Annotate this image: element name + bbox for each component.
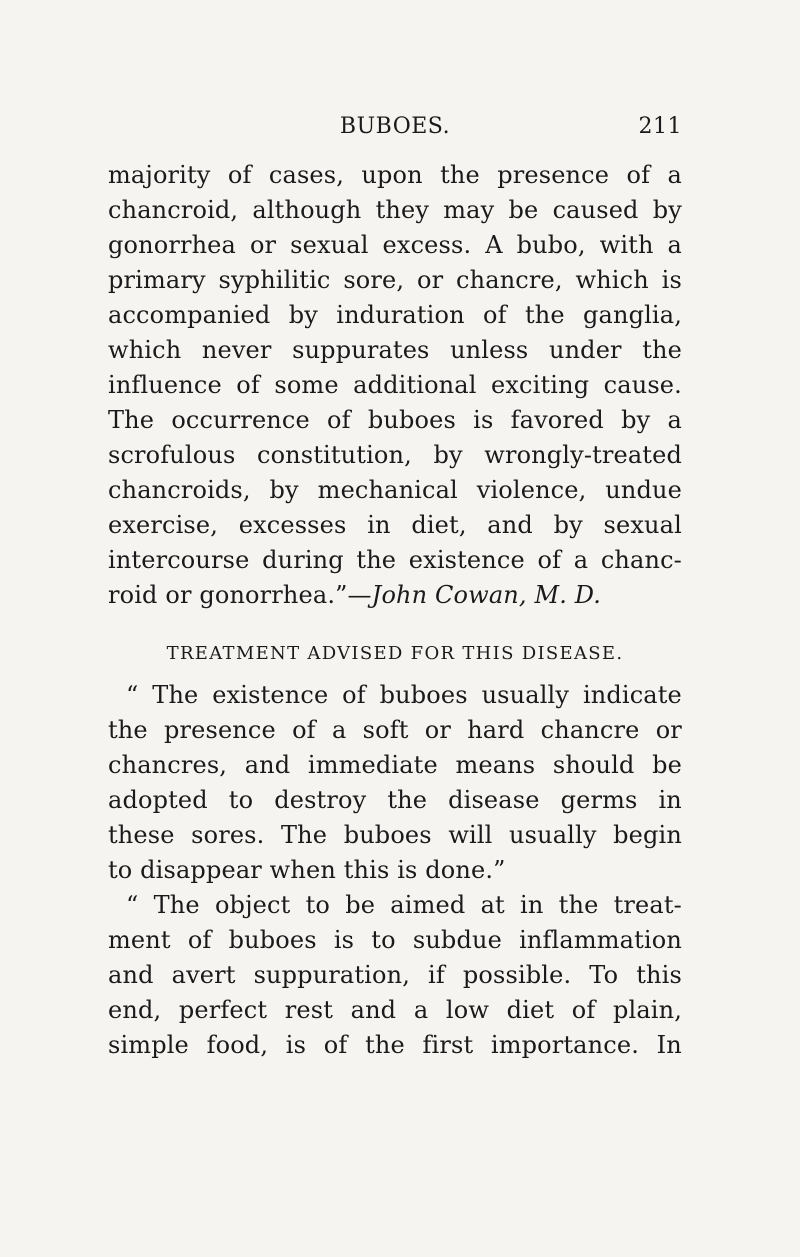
text-line [108,543,682,578]
text-line [108,333,682,368]
word: low [445,996,490,1024]
word: during [262,546,344,574]
word: the [558,891,599,919]
word: avert [171,961,236,989]
word: cause. [603,371,682,399]
word: buboes [379,681,468,709]
word: perfect [178,996,268,1024]
word: is [473,406,494,434]
word: the [356,546,397,574]
word: immediate [307,751,438,779]
text-line [108,748,682,783]
word: exciting [491,371,590,399]
word: inflammation [519,926,682,954]
word: is [661,266,682,294]
word: favored [510,406,604,434]
text-line [108,713,682,748]
word: additional [353,371,477,399]
word: bubo, [516,231,586,259]
word: a [667,161,682,189]
word: should [552,751,635,779]
word: and [350,996,397,1024]
word: A [485,231,503,259]
word: sores. [191,821,265,849]
word: suppurates [292,336,430,364]
word: or [424,716,451,744]
word: means [455,751,536,779]
word: sexual [603,511,682,539]
text-line [108,368,682,403]
word: excess. [382,231,472,259]
word: in [658,786,682,814]
word: simple [108,1031,189,1059]
text-line [108,818,682,853]
word: accompanied [108,301,271,329]
word: usually [509,821,597,849]
word: first [422,1031,474,1059]
word: chanc- [600,546,682,574]
text-line [108,403,682,438]
word: chancre [540,716,640,744]
word: cases, [268,161,345,189]
text-line [108,1028,682,1063]
word: the [440,161,480,189]
text-line [108,228,682,263]
word: be [508,196,539,224]
paragraph-continuation [108,158,682,613]
word: a [667,406,682,434]
running-title: BUBOES. [339,114,451,139]
word: of [227,161,252,189]
word: is [285,1031,307,1059]
word: end, [108,996,162,1024]
word: The [153,891,200,919]
word: majority [108,161,211,189]
word: exercise, [108,511,219,539]
paragraph [108,678,682,888]
word: existence [408,546,525,574]
text-line-last [108,578,682,613]
word: never [201,336,272,364]
word: ment [108,926,171,954]
text-line [108,473,682,508]
word: germs [560,786,638,814]
word: this [636,961,682,989]
word: “ [126,681,139,709]
word: subdue [412,926,502,954]
author-attribution: John Cowan, M. D. [371,581,602,609]
word: to [228,786,254,814]
word: constitution, [256,441,412,469]
section-heading: TREATMENT ADVISED FOR THIS DISEASE. [166,643,624,664]
word: of [537,546,562,574]
word: begin [613,821,682,849]
word: chancres, [108,751,228,779]
word: chancroid, [108,196,239,224]
word: may [443,196,495,224]
text-line [108,158,682,193]
paragraph [108,888,682,1063]
word: and [108,961,154,989]
text-line [108,783,682,818]
text-line [108,923,682,958]
word: violence, [476,476,587,504]
word: by [269,476,299,504]
word: destroy [274,786,367,814]
text-line [108,678,682,713]
word: buboes [367,406,456,434]
word: “ [126,891,139,919]
word: diet, [411,511,467,539]
word: adopted [108,786,208,814]
word: soft [362,716,409,744]
word: The [281,821,328,849]
word: some [274,371,339,399]
word: usually [481,681,570,709]
word: and [487,511,533,539]
word: which [108,336,182,364]
word: ganglia, [583,301,682,329]
word: be [345,891,376,919]
word: which [575,266,649,294]
word: the [524,301,565,329]
word: will [448,821,493,849]
text-line [108,888,682,923]
word: buboes [343,821,432,849]
word: importance. [490,1031,639,1059]
word: hard [467,716,525,744]
word: scrofulous [108,441,236,469]
word: The [108,406,155,434]
word: suppuration, [253,961,410,989]
word: existence [212,681,329,709]
word: intercourse [108,546,250,574]
word: object [214,891,291,919]
word: or [655,716,682,744]
text-line [108,508,682,543]
word: in [520,891,544,919]
text-line [108,263,682,298]
word: rest [284,996,333,1024]
word: by [288,301,318,329]
word: by [553,511,583,539]
word: of [327,406,351,434]
word: plain, [612,996,682,1024]
word: although [252,196,362,224]
word: in [367,511,391,539]
word: chancroids, [108,476,251,504]
word: and [244,751,291,779]
word: of [236,371,260,399]
word: of [187,926,212,954]
word: a [331,716,347,744]
word: by [652,196,682,224]
word: of [626,161,651,189]
text-line [108,298,682,333]
word: if [428,961,445,989]
text-line [108,438,682,473]
text-line-last: to disappear when this is done.” [108,856,506,884]
word: syphilitic [218,266,331,294]
word: The [152,681,199,709]
word: sexual [290,231,369,259]
text-line [108,958,682,993]
word: to [371,926,396,954]
word: be [652,751,682,779]
body-text [108,158,682,1063]
word: of [571,996,596,1024]
word: of [323,1031,348,1059]
word: indicate [582,681,682,709]
word: or [249,231,277,259]
word: of [483,301,507,329]
word: food, [206,1031,269,1059]
word: buboes [228,926,317,954]
word: unless [450,336,529,364]
word: a [573,546,589,574]
word: treat- [613,891,682,919]
closing-quote-text: roid or gonorrhea.”— [108,581,372,609]
word: at [480,891,505,919]
word: a [667,231,682,259]
word: undue [605,476,682,504]
word: induration [336,301,465,329]
page-number: 211 [638,114,682,139]
word: a [413,996,429,1024]
word: presence [163,716,276,744]
word: disease [448,786,540,814]
word: diet [506,996,555,1024]
word: gonorrhea [108,231,236,259]
word: In [656,1031,682,1059]
text-line [108,193,682,228]
word: chancre, [456,266,563,294]
word: excesses [238,511,347,539]
word: mechanical [317,476,458,504]
word: with [599,231,654,259]
word: these [108,821,175,849]
word: the [387,786,428,814]
word: to [305,891,331,919]
word: primary [108,266,206,294]
word: or [416,266,444,294]
word: influence [108,371,222,399]
word: the [642,336,682,364]
word: possible. [462,961,572,989]
word: aimed [390,891,466,919]
word: they [375,196,430,224]
word: wrongly-treated [484,441,682,469]
word: caused [552,196,639,224]
word: under [548,336,622,364]
word: by [433,441,463,469]
word: the [365,1031,405,1059]
running-head [108,114,682,144]
word: occurrence [171,406,310,434]
word: of [292,716,316,744]
word: sore, [343,266,405,294]
word: To [589,961,619,989]
text-line [108,993,682,1028]
word: upon [361,161,423,189]
word: by [621,406,651,434]
word: of [342,681,366,709]
word: is [333,926,355,954]
word: presence [497,161,610,189]
word: the [108,716,148,744]
